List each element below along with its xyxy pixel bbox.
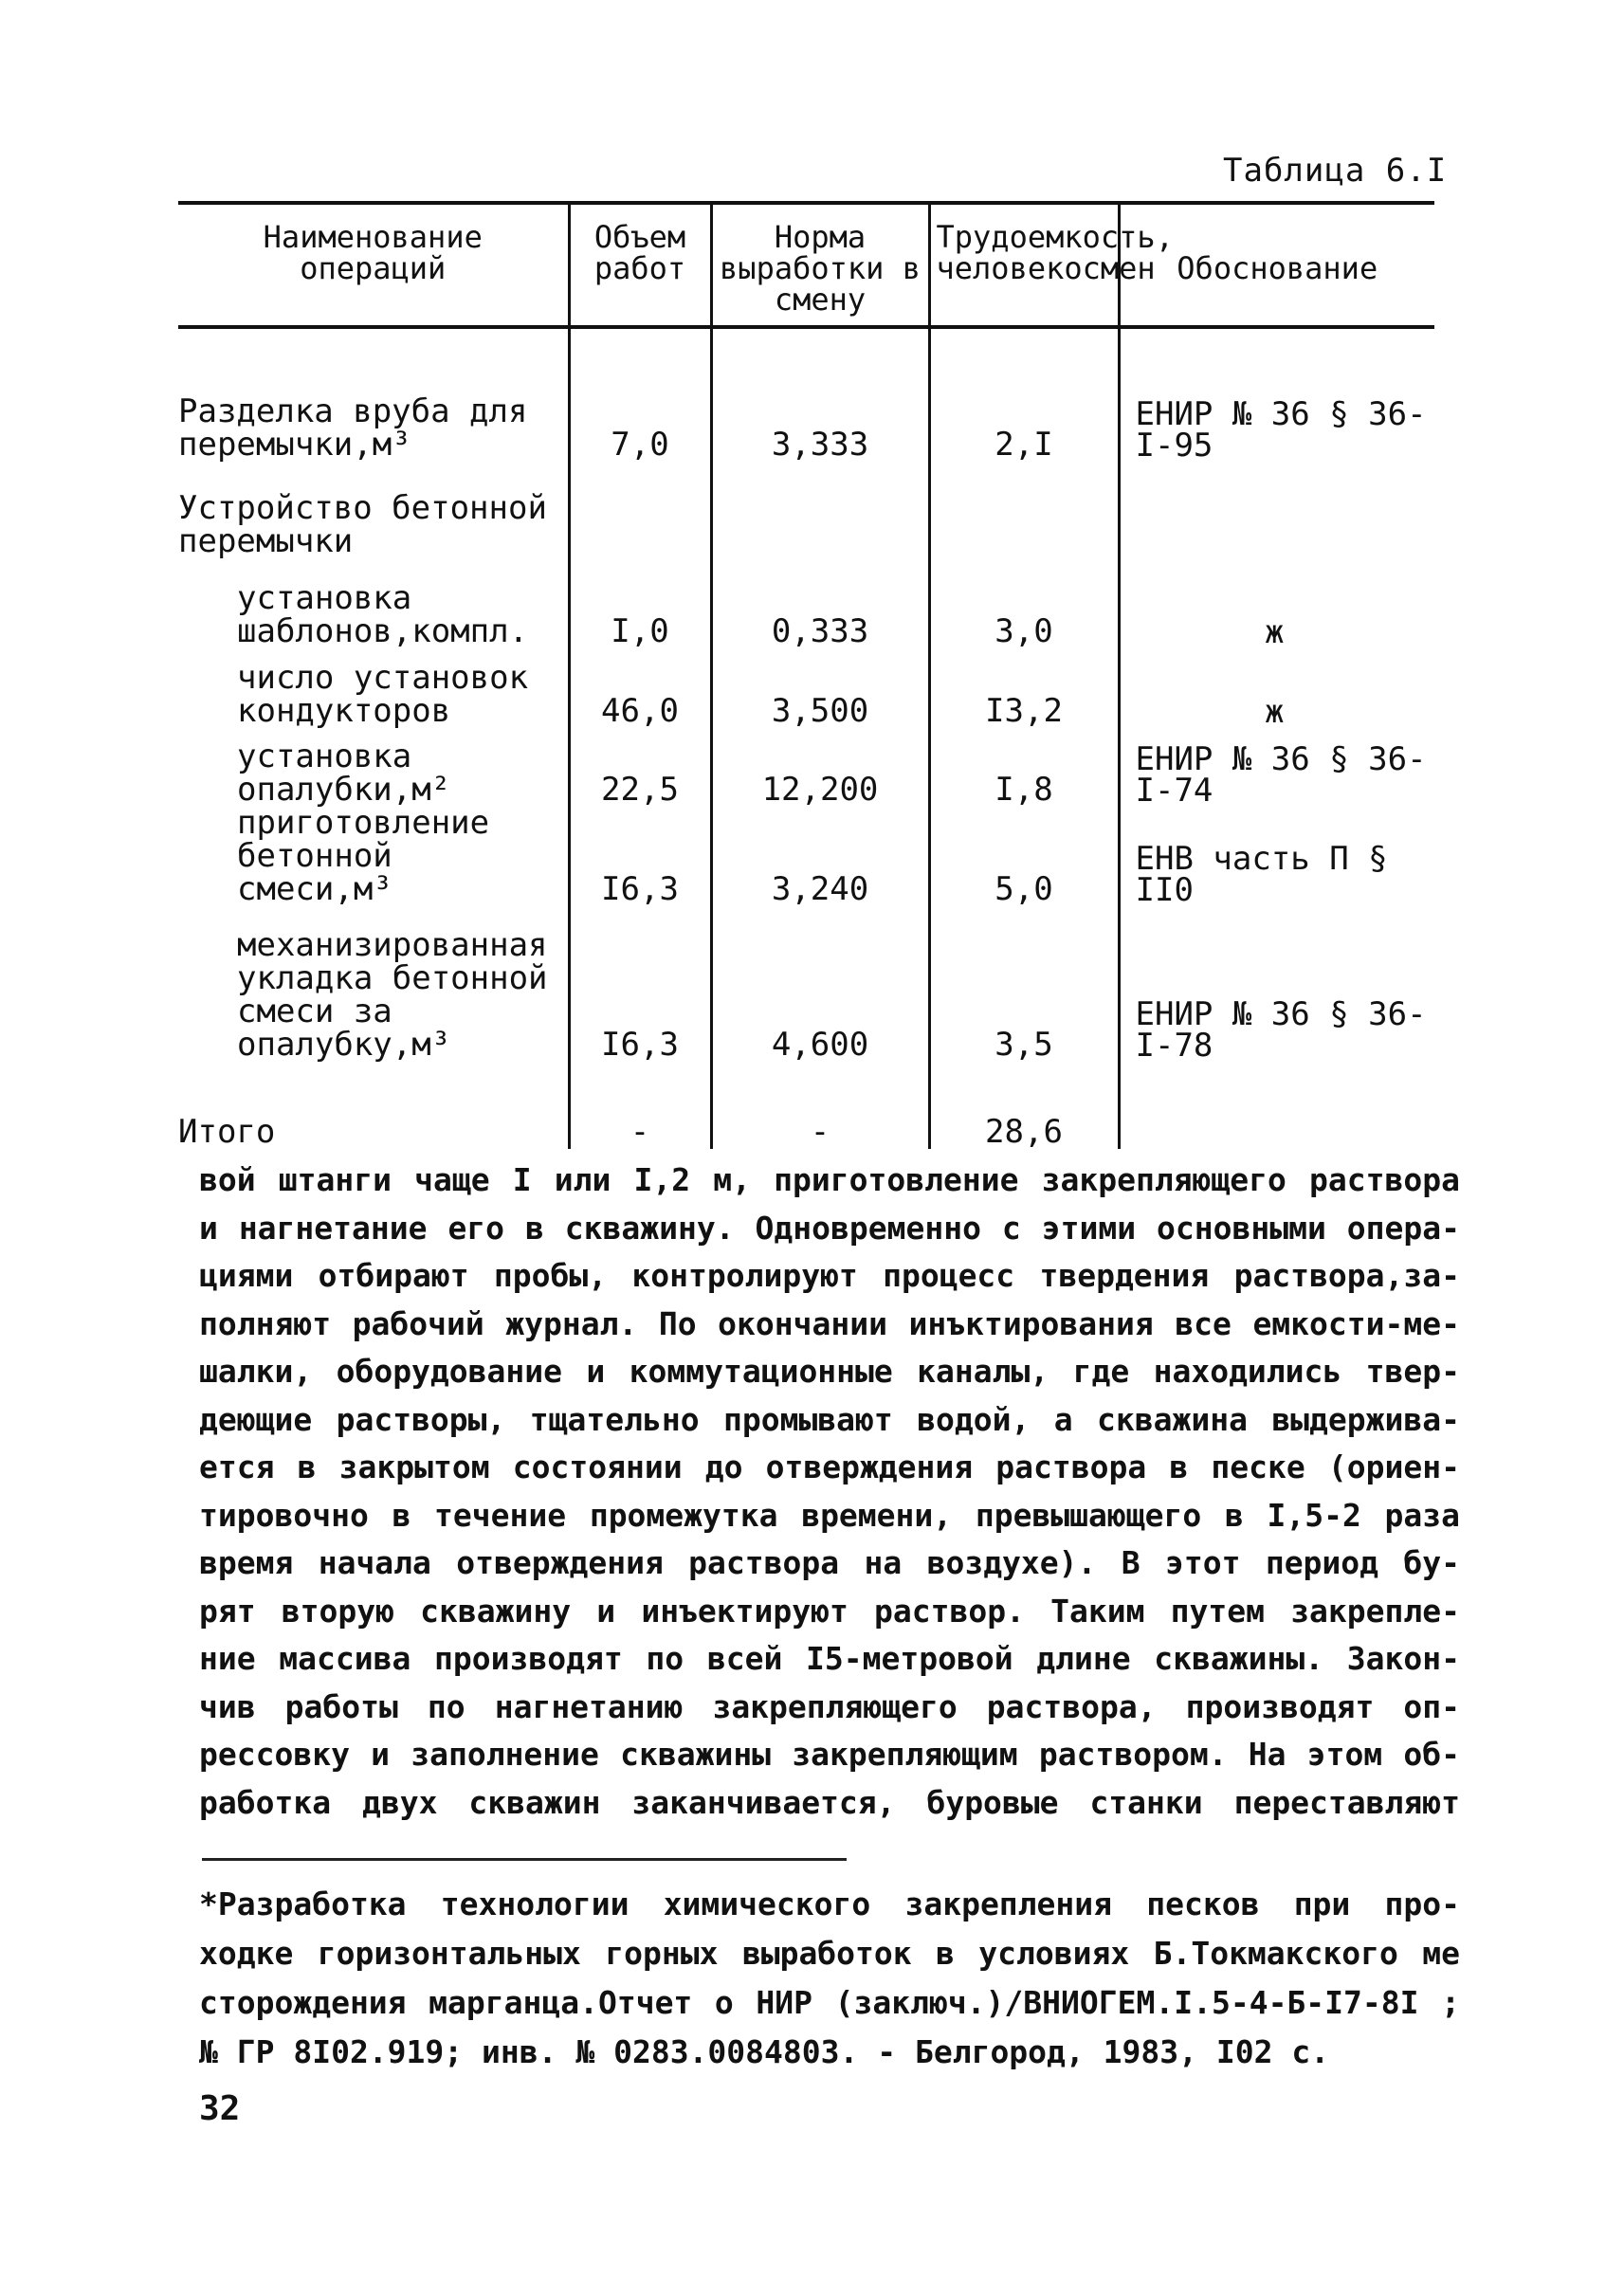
cell-operation-text: число установок кондукторов xyxy=(237,659,529,730)
cell-labor: 28,6 xyxy=(929,1062,1119,1149)
header-labor: Трудоемкость, человекосмен xyxy=(929,203,1119,327)
cell-basis: ЕНИР № 36 § 36-I-74 xyxy=(1119,728,1434,807)
text-line: чив работы по нагнетанию закрепляющего раствора, производят оп- xyxy=(199,1687,1460,1725)
table-row-total xyxy=(178,1062,1434,1149)
cell-operation: Устройство бетонной перемычки xyxy=(178,489,547,560)
cell-labor: I3,2 xyxy=(929,648,1119,728)
cell-operation-total: Итого xyxy=(178,1113,276,1151)
cell-volume: I6,3 xyxy=(569,906,711,1062)
header-basis: Обоснование xyxy=(1119,203,1434,327)
table-row xyxy=(178,807,1434,906)
cell-operation xyxy=(178,648,569,728)
cell-basis: ж xyxy=(1119,648,1434,728)
text-line: работка двух скважин заканчивается, буровые станки переставляют xyxy=(199,1783,1460,1821)
footnote-separator xyxy=(202,1858,847,1861)
table-header-row xyxy=(178,203,1434,327)
cell-basis: ЕНВ часть П § II0 xyxy=(1119,807,1434,906)
cell-labor: 3,5 xyxy=(929,906,1119,1062)
text-line: ется в закрытом состоянии до отверждения раствора в песке (ориен- xyxy=(199,1448,1460,1485)
header-volume: Объем работ xyxy=(569,203,711,327)
cell-basis: ж xyxy=(1119,558,1434,648)
header-norm: Норма выработки в смену xyxy=(711,203,929,327)
cell-operation xyxy=(178,906,569,1062)
cell-norm: - xyxy=(711,1062,929,1149)
cell-volume: I6,3 xyxy=(569,807,711,906)
footnote-line: *Разработка технологии химического закрепления песков при про- xyxy=(199,1885,1460,1922)
cell-operation xyxy=(178,558,569,648)
body-paragraph xyxy=(199,1157,1460,1827)
footnote-line: сторождения марганца.Отчет о НИР (заключ.)/ВНИОГЕМ.I.5-4-Б-I7-8I ; xyxy=(199,1984,1460,2021)
page-number: 32 xyxy=(199,2089,241,2128)
table-row xyxy=(178,728,1434,807)
cell-operation-text: приготовление бетонной смеси,м³ xyxy=(237,804,490,908)
cell-labor: 2,I xyxy=(929,327,1119,462)
footnote-line: ходке горизонтальных горных выработок в условиях Б.Токмакского ме xyxy=(199,1935,1460,1972)
cell-operation-text: механизированная укладка бетонной смеси за опалубку,м³ xyxy=(237,926,548,1064)
cell-volume: 46,0 xyxy=(569,648,711,728)
cell-volume: 22,5 xyxy=(569,728,711,807)
cell-labor xyxy=(929,462,1119,558)
cell-volume xyxy=(569,462,711,558)
text-line: и нагнетание его в скважину. Одновременно с этими основными опера- xyxy=(199,1209,1460,1247)
cell-norm: 3,240 xyxy=(711,807,929,906)
text-line: деющие растворы, тщательно промывают водой, а скважина выдержива- xyxy=(199,1400,1460,1438)
cell-labor: 5,0 xyxy=(929,807,1119,906)
cell-basis xyxy=(1119,1062,1434,1149)
header-operation: Наименование операций xyxy=(178,203,569,327)
text-line: ние массива производят по всей I5-метровой длине скважины. Закон- xyxy=(199,1640,1460,1677)
cell-norm xyxy=(711,462,929,558)
cell-operation xyxy=(178,804,569,908)
footnote xyxy=(199,1880,1460,2077)
text-line: циями отбирают пробы, контролируют процесс твердения раствора,за- xyxy=(199,1257,1460,1294)
text-line: полняют рабочий журнал. По окончании инъктирования все емкости-ме- xyxy=(199,1304,1460,1342)
table-row xyxy=(178,462,1434,558)
cell-norm: 12,200 xyxy=(711,728,929,807)
cell-operation-text: установка шаблонов,компл. xyxy=(237,579,529,650)
text-line: рят вторую скважину и инъектируют раствор. Таким путем закрепле- xyxy=(199,1592,1460,1630)
table-caption: Таблица 6.I xyxy=(1223,152,1448,190)
cell-operation: Разделка вруба для перемычки,м³ xyxy=(178,392,528,464)
cell-volume: - xyxy=(569,1062,711,1149)
text-line: вой штанги чаще I или I,2 м, приготовление закрепляющего раствора xyxy=(199,1161,1460,1198)
cell-norm: 3,500 xyxy=(711,648,929,728)
operations-table xyxy=(178,201,1434,1149)
cell-basis xyxy=(1119,462,1434,558)
text-line: тировочно в течение промежутка времени, превышающего в I,5-2 раза xyxy=(199,1496,1460,1534)
text-line: время начала отверждения раствора на воздухе). В этот период бу- xyxy=(199,1544,1460,1581)
cell-volume: I,0 xyxy=(569,558,711,648)
cell-operation-text: установка опалубки,м² xyxy=(237,738,451,809)
cell-operation xyxy=(178,728,569,807)
cell-labor: 3,0 xyxy=(929,558,1119,648)
table-row xyxy=(178,648,1434,728)
text-line: рессовку и заполнение скважины закрепляющим раствором. На этом об- xyxy=(199,1736,1460,1773)
table-row xyxy=(178,906,1434,1062)
cell-basis: ЕНИР № 36 § 36-I-95 xyxy=(1119,327,1434,462)
cell-basis: ЕНИР № 36 § 36-I-78 xyxy=(1119,906,1434,1062)
footnote-line: № ГР 8I02.919; инв. № 0283.0084803. - Белгород, 1983, I02 с. xyxy=(199,2033,1330,2070)
cell-labor: I,8 xyxy=(929,728,1119,807)
cell-norm: 0,333 xyxy=(711,558,929,648)
cell-norm: 3,333 xyxy=(711,327,929,462)
text-line: шалки, оборудование и коммутационные каналы, где находились твер- xyxy=(199,1353,1460,1390)
table-row xyxy=(178,558,1434,648)
cell-norm: 4,600 xyxy=(711,906,929,1062)
table-row xyxy=(178,327,1434,462)
cell-volume: 7,0 xyxy=(569,327,711,462)
